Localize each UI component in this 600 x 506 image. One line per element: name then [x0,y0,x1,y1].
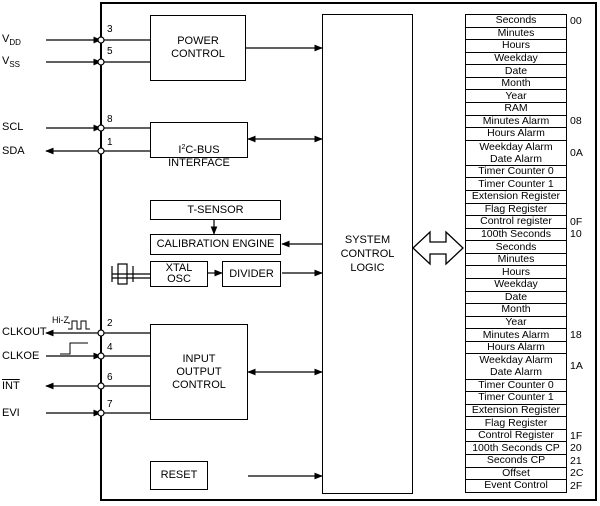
register-row: Seconds [465,240,567,254]
i2c-bus-interface-block: $I^2C$-BUS INTERFACE [150,122,248,158]
register-address: 1F [570,429,583,442]
register-row: 100th Seconds [465,228,567,242]
register-row: Date [465,291,567,305]
register-row: Minutes [465,27,567,41]
clkoe-label: CLKOE [2,350,40,362]
pin-number-clkout: 2 [107,318,113,329]
register-row: Hours [465,39,567,53]
vdd-label: $V_{DD}$ [2,33,21,47]
register-row: Year [465,89,567,103]
bus-double-arrow [413,232,463,264]
register-address: 10 [570,228,582,241]
register-row: Year [465,316,567,330]
register-row: Weekday [465,278,567,292]
register-row: Flag Register [465,416,567,430]
register-row: Event Control [465,479,567,493]
register-row: Offset [465,467,567,481]
register-row: Extension Register [465,404,567,418]
register-address: 00 [570,14,582,27]
register-row: Extension Register [465,190,567,204]
pin-number-int: 6 [107,372,113,383]
register-row: Date [465,64,567,78]
register-row: Control register [465,215,567,229]
register-row: Minutes [465,253,567,267]
pin-number-scl: 8 [107,114,113,125]
register-row: Month [465,77,567,91]
register-row: Seconds [465,14,567,28]
register-row: Timer Counter 0 [465,379,567,393]
register-row: Timer Counter 0 [465,165,567,179]
register-row: Timer Counter 1 [465,391,567,405]
register-row: Flag Register [465,203,567,217]
register-row: Hours Alarm [465,127,567,141]
register-address: 08 [570,115,582,128]
calibration-engine-block: CALIBRATION ENGINE [150,234,281,255]
evi-label: EVI [2,407,20,419]
register-address: 18 [570,329,582,342]
register-address: 0F [570,215,583,228]
register-row: Seconds CP [465,454,567,468]
register-row: Hours Alarm [465,341,567,355]
pin-number-sda: 1 [107,137,113,148]
int-label: $\overline{INT}$ [2,380,20,392]
register-address: 2C [570,467,584,480]
input-output-control-block: INPUT OUTPUT CONTROL [150,324,248,420]
register-row: Timer Counter 1 [465,177,567,191]
register-row: Weekday Alarm Date Alarm [465,353,567,379]
pin-number-evi: 7 [107,399,113,410]
register-row: RAM [465,102,567,116]
register-address: 20 [570,442,582,455]
pin-number-clkoe: 4 [107,342,113,353]
register-row: Minutes Alarm [465,328,567,342]
register-row: Month [465,303,567,317]
register-address: 2F [570,479,583,492]
hiz-label: Hi-Z [52,315,69,325]
power-control-block: POWER CONTROL [150,15,246,81]
clkout-waveform [68,321,90,329]
clkoe-waveform [60,343,88,354]
vss-label: $V_{SS}$ [2,55,21,69]
xtal-osc-block: XTAL OSC [150,261,208,287]
register-row: Control Register [465,429,567,443]
reset-block: RESET [150,461,208,490]
clkout-label: CLKOUT [2,326,47,338]
register-row: 100th Seconds CP [465,441,567,455]
divider-block: DIVIDER [222,261,281,287]
pin-number-vdd: 3 [107,24,113,35]
register-row: Weekday Alarm Date Alarm [465,140,567,166]
scl-label: SCL [2,121,24,133]
system-control-logic-block: SYSTEM CONTROL LOGIC [322,14,413,494]
register-row: Weekday [465,52,567,66]
register-row: Hours [465,265,567,279]
register-address: 1A [570,360,583,373]
register-row: Minutes Alarm [465,115,567,129]
sda-label: SDA [2,145,25,157]
register-address: 0A [570,146,583,159]
pin-number-vss: 5 [107,46,113,57]
t-sensor-block: T-SENSOR [150,200,281,220]
register-address: 21 [570,454,582,467]
